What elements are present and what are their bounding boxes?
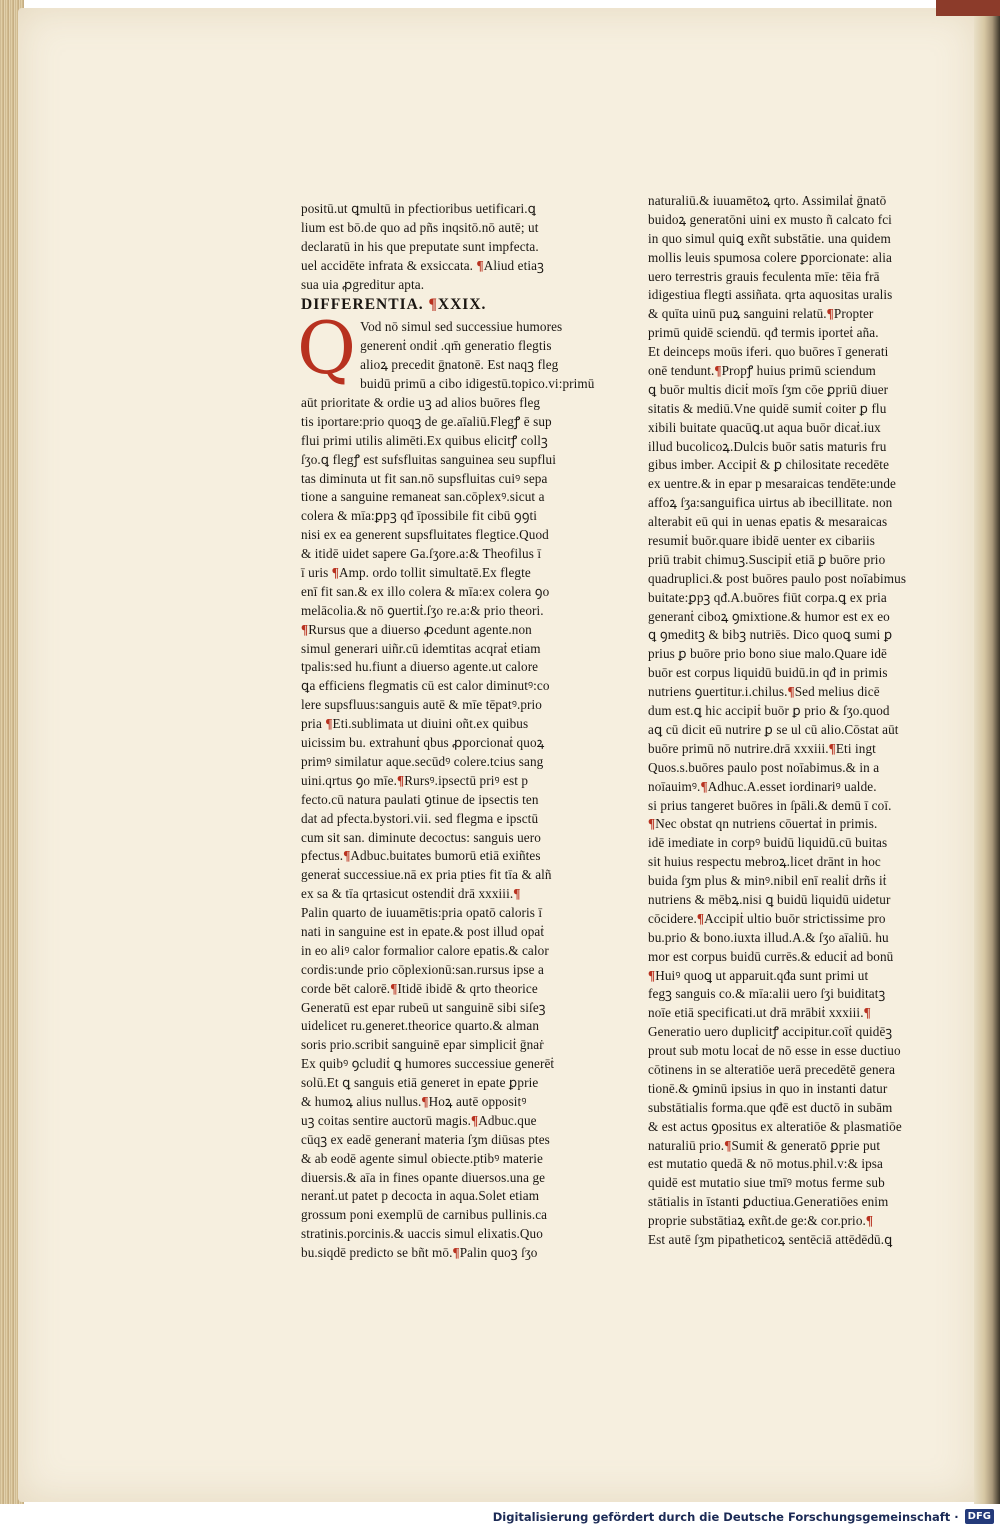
left-column [297, 200, 595, 1263]
left-column-intro [301, 200, 571, 294]
left-body-line: ī uris ¶Amp. ordo tollit simultatē.Ex flegte [301, 565, 531, 581]
dfg-logo: DFG [965, 1509, 994, 1524]
right-column-line: noīe etiā specificati.ut drā mrābiṫ xxxiii.¶ [648, 1005, 871, 1021]
right-column-line: Quos.s.buōres paulo post noīabimus.& in a [648, 759, 880, 775]
right-column-line: noīauimꝰ.¶Adhuc.A.esset iordinariꝰ ualde. [648, 778, 877, 794]
page-edge-right [974, 0, 1000, 1504]
right-column-line: generanṫ ciboꝝ ꝯmixtione.& humor est ex eo [648, 608, 890, 624]
right-column-line: sitatis & mediū.Vne quidē sumiṫ coiter ꝑ flu [648, 400, 887, 416]
right-column-line: ꝗ ꝯmeditꝫ & bibꝫ nutriēs. Dico quoꝗ sumi ꝑ [648, 627, 893, 643]
right-column-line: nutriens & mēbꝝ.nisi ꝗ buidū liquidū uidetur [648, 891, 891, 907]
left-body-line: stratinis.porcinis.& uaccis simul elixatis.Quo [301, 1226, 543, 1242]
left-body-line: in eo aliꝰ calor formalior calore epatis.& calor [301, 942, 549, 958]
left-body-line: neranṫ.ut patet p decocta in aqua.Solet etiam [301, 1188, 540, 1204]
left-body-line: uidelicet ru.generet.theorice quarto.& alman [301, 1018, 540, 1034]
right-column-line: & quīta uinū puꝝ sanguini relatū.¶Propter [648, 306, 874, 322]
left-body-line: buidū primū a cibo idigestū.topico.vi:primū [360, 376, 595, 392]
left-intro-line: uel accidēte infrata & exsiccata. ¶Aliud etiaꝫ [301, 257, 544, 273]
right-column-line: dum est.ꝗ hic accipiṫ buōr ꝑ prio & ſʒo.quod [648, 703, 890, 719]
left-body-line: Generatū est epar rubeū ut sanguinē sibi siſeꝫ [301, 999, 546, 1015]
left-body-line: colera & mīa:ꝑpꝫ qđ īpossibile fit cibū ꝯꝯti [301, 508, 538, 524]
left-body-line: lere supsfluus:sanguis autē & mīe tēpatꝰ.prio [301, 697, 543, 713]
left-body-line: & ab eodē agente simul obiecte.ptibꝰ materie [301, 1150, 543, 1166]
left-body-line: nisi ex ea generent supsfluitates flegtice.Quod [301, 527, 549, 543]
left-body-line: fecto.cū natura paulati ꝯtinue de ipsectis ten [301, 791, 539, 807]
right-column-line: buida ſʒm plus & minꝰ.nibil enī realiṫ drñs iṫ [648, 873, 887, 889]
right-column-line: ex uentre.& in epar p mesaraicas tendēte:unde [648, 476, 896, 492]
left-intro-line: sua uia ꝓgreditur apta. [301, 276, 425, 292]
heading-pilcrow: ¶ [428, 296, 438, 314]
left-body-line: soris prio.scribiṫ sanguinē epar simpliciṫ ḡnaṙ [301, 1037, 544, 1053]
left-body-line: primꝰ similatur aque.secūdꝰ colere.tcius sang [301, 753, 544, 769]
left-body-line: dat ad pfecta.bystori.vii. sed flegma e ipsctū [301, 810, 539, 826]
left-body-line: ꝗa efficiens flegmatis cū est calor diminutꝰ:co [301, 678, 550, 694]
left-body-line: & humoꝝ alius nullus.¶Hoꝝ autē oppositꝰ [301, 1093, 527, 1109]
right-column-line: ¶Huiꝰ quoꝗ ut apparuit.qđa sunt primi ut [648, 967, 869, 983]
left-intro-line: declaratū in his que preputate sunt impfecta. [301, 238, 539, 254]
right-column-line: buidoꝝ generatōni uini ex musto ñ calcato fci [648, 211, 892, 227]
right-column-line: Et deinceps moūs iferi. quo buōres ī generati [648, 344, 889, 360]
left-body-line: corde bēt calorē.¶Itidē ibidē & qrto theorice [301, 980, 538, 996]
right-column-line: naturaliū prio.¶Sumiṫ & generatō ꝑprie put [648, 1137, 881, 1153]
right-column-line: mor est corpus buidū currēs.& educiṫ ad bonū [648, 948, 894, 964]
left-column-body [301, 318, 595, 1263]
right-column-line: buitate:ꝑpꝫ qđ.A.buōres fiūt corpa.ꝗ ex pria [648, 589, 887, 605]
right-column-line: idigestiua flegti assiñata. qrta aquositas uralis [648, 287, 893, 303]
right-column-line: Est autē ſʒm pipatheticoꝝ sentēciā attēdēdū.ꝗ [648, 1231, 893, 1247]
left-body-line: tis iportare:prio quoqꝫ de ge.aīaliū.Flegꝭ ē sup [301, 413, 552, 429]
right-column-line: prout sub motu locaṫ de nō esse in esse ductiuo [648, 1043, 901, 1059]
left-body-line: tpalis:sed hu.fiunt a diuerso agente.ut calore [301, 659, 539, 675]
left-body-line: melācolia.& nō ꝯuertiṫ.ſʒo re.a:& prio theori. [301, 602, 544, 618]
left-body-line: ¶Rursus que a diuerso ꝓcedunt agente.non [301, 621, 532, 637]
left-body-line: cūqꝫ ex eadē generanṫ materia ſʒm diūsas ptes [301, 1131, 550, 1147]
right-column-line: onē tendunt.¶Propꝭ huius primū sciendum [648, 363, 876, 379]
left-body-line: uini.qrtus ꝯo mīe.¶Rursꝰ.ipsectū priꝰ est p [301, 772, 529, 788]
left-body-line: Vod nō simul sed successiue humores [360, 319, 563, 335]
right-column-line: affoꝝ ſʒa:sanguifica uirtus ab ibecillitate. non [648, 495, 893, 511]
right-column-line: mollis leuis spumosa colere ꝑporcionate: alia [648, 249, 892, 265]
right-column-line: ¶Nec obstat qn nutriens cōuertaṫ in primis. [648, 816, 878, 832]
right-column-line: sit huius respectu mebroꝝ.licet drānt in hoc [648, 854, 881, 870]
cover-corner [936, 0, 1000, 16]
left-body-line: tas diminuta ut fit san.nō supsfluitas cuiꝰ sepa [301, 470, 548, 486]
right-column-line: primū quidē sciendū. qđ termis iporteṫ aña. [648, 325, 879, 341]
right-column-line: ꝗ buōr multis diciṫ moīs ſʒm cōe ꝑpriū diuer [648, 381, 889, 397]
left-body-line: uꝫ coitas sentire auctorū magis.¶Adbuc.que [301, 1112, 537, 1128]
right-column-line: Generatio uero duplicitꝭ accipitur.coīṫ quidēꝫ [648, 1024, 893, 1040]
right-column-line: & est actus ꝯpositus ex alteratiōe & plasmatiōe [648, 1118, 902, 1134]
right-column-line: priū trabit chimuꝫ.Suscipiṫ etiā ꝑ buōre prio [648, 551, 886, 567]
right-column-line: stātialis in īstanti ꝑductiua.Generatiōes enim [648, 1194, 889, 1210]
left-body-line: bu.siqdē predicto se bñt mō.¶Palin quoꝫ ſʒo [301, 1245, 538, 1261]
left-body-line: enī fit san.& ex illo colera & mīa:ex colera ꝯo [301, 583, 550, 599]
right-column-line: prius ꝑ buōre prio bono siue malo.Quare idē [648, 646, 888, 662]
right-column [648, 192, 910, 1250]
left-body-line: nati in sanguine est in epate.& post illud opaṫ [301, 923, 545, 939]
left-body-line: generenṫ ondiṫ .qm̄ generatio flegtis [360, 338, 552, 354]
right-column-body [648, 192, 910, 1250]
right-column-line: buōre primū nō nutrire.drā xxxiii.¶Eti ingt [648, 740, 876, 756]
left-body-line: solū.Et ꝗ sanguis etiā generet in epate ꝑprie [301, 1075, 539, 1091]
left-body-line: uicissim bu. extrahunṫ qbus ꝓporcionaṫ quoꝝ [301, 735, 545, 751]
right-column-line: alterabit eū qui in uenas epatis & mesaraicas [648, 514, 888, 530]
left-body-line: diuersis.& aīa in fines opante diuersos.una ge [301, 1169, 546, 1185]
right-column-line: bu.prio & bono.iuxta illud.A.& ſʒo aīaliū. hu [648, 929, 889, 945]
right-column-line: est mutatio quedā & nō motus.phil.v:& ipsa [648, 1156, 883, 1172]
right-column-line: illud bucolicoꝝ.Dulcis buōr satis maturis fru [648, 438, 887, 454]
right-column-line: naturaliū.& iuuamētoꝝ qrto. Assimilaṫ ḡnatō [648, 193, 887, 208]
right-column-line: quidē est mutatio siue tmīꝰ motus ferme sub [648, 1175, 885, 1191]
left-body-line: ſʒo.ꝗ flegꝭ est sufsfluitas sanguinea seu supflui [301, 451, 557, 467]
left-body-line: cordis:unde prio cōplexionū:san.rursus ipse a [301, 961, 544, 977]
right-column-line: in quo simul quiꝗ exñt substātie. una quidem [648, 230, 891, 246]
right-column-line: cōtinens in se alteratiōe uerā precedētē genera [648, 1061, 896, 1077]
right-column-line: substātialis forma.que qđē est ductō in subām [648, 1099, 893, 1115]
left-body-line: Ex quibꝰ ꝯcludiṫ ꝗ humores successiue generēṫ [301, 1056, 555, 1072]
left-body-line: & itidē uidet sapere Ga.ſʒore.a:& Theofilus ī [301, 546, 542, 562]
left-body-line: Palin quarto de iuuamētis:pria opatō caloris ī [301, 905, 543, 921]
right-column-line: gibus imber. Accipiṫ & ꝑ chilositate recedēte [648, 457, 890, 473]
left-body-line: ex sa & tīa qrtasicut ostendiṫ drā xxxiii.¶ [301, 886, 521, 902]
left-body-line: tione a sanguine remaneat san.cōplexꝰ.sicut a [301, 489, 545, 505]
left-body-line: pfectus.¶Adbuc.buitates bumorū etiā exiñtes [301, 848, 541, 864]
decorated-initial: Q [297, 306, 357, 391]
right-column-line: cōcidere.¶Accipiṫ ultio buōr strictissime pro [648, 910, 886, 926]
right-column-line: quadruplici.& post buōres paulo post noīabimus [648, 570, 907, 586]
right-column-line: xibili buitate quacūꝗ.ut aqua buōr dicaṫ.iux [648, 419, 881, 435]
chapter-heading [301, 296, 571, 316]
right-column-line: proprie substātiaꝝ exñt.de ge:& cor.prio.¶ [648, 1213, 874, 1229]
right-column-line: fegꝫ sanguis co.& mīa:alii uero ſʒi buiditatꝫ [648, 986, 886, 1002]
right-column-line: aꝗ cū dicit eū nutrire ꝑ se ul cū alio.Cōstat aūt [648, 721, 899, 737]
right-column-line: tionē.& ꝯminū ipsius in quo in instanti datur [648, 1080, 888, 1096]
right-column-line: si prius tangeret buōres in ſpāli.& demū ī coī. [648, 797, 892, 813]
left-intro-line: lium est bō.de quo ad pñs inqsitō.nō autē; ut [301, 219, 539, 235]
heading-word: DIFFERENTIA. [301, 296, 424, 314]
heading-number: XXIX. [437, 296, 487, 314]
digitization-footer [0, 1504, 1000, 1529]
left-body-line: pria ¶Eti.sublimata ut diuini oñt.ex quibus [301, 716, 529, 732]
left-body-line: cum sit san. diminute decoctus: sanguis uero [301, 829, 541, 845]
footer-credit: Digitalisierung gefördert durch die Deutsche Forschungsgemeinschaft · [492, 1509, 959, 1524]
right-column-line: buōr est corpus liquidū buidū.in qđ in primis [648, 665, 888, 681]
left-body-line: aūt prioritate & ordie uꝫ ad alios buōres fleg [301, 395, 541, 411]
left-body-line: generaṫ successiue.nā ex pria pties fit tīa & alñ [301, 867, 552, 883]
right-column-line: nutriens ꝯuertitur.i.chilus.¶Sed melius dicē [648, 684, 880, 700]
left-body-line: simul generari uiñr.cū idemtitas acqraṫ etiam [301, 640, 541, 656]
right-column-line: uero terrestris grauis feculenta mīe: tēia frā [648, 268, 880, 284]
right-column-line: resumiṫ buōr.quare ibidē uenter ex cibariis [648, 533, 875, 549]
left-body-line: alioꝝ precedit ḡnatonē. Est naqꝫ fleg [360, 357, 559, 373]
left-body-line: grossum poni exemplū de carnibus pullinis.ca [301, 1207, 548, 1223]
right-column-line: idē imediate in corpꝰ buidū liquidū.cū buitas [648, 835, 888, 851]
left-intro-line: positū.ut ꝗmultū in pfectioribus uetificari.ꝗ [301, 201, 537, 216]
left-body-line: flui primi utilis alimēti.Ex quibus elicitꝭ collꝫ [301, 432, 548, 448]
